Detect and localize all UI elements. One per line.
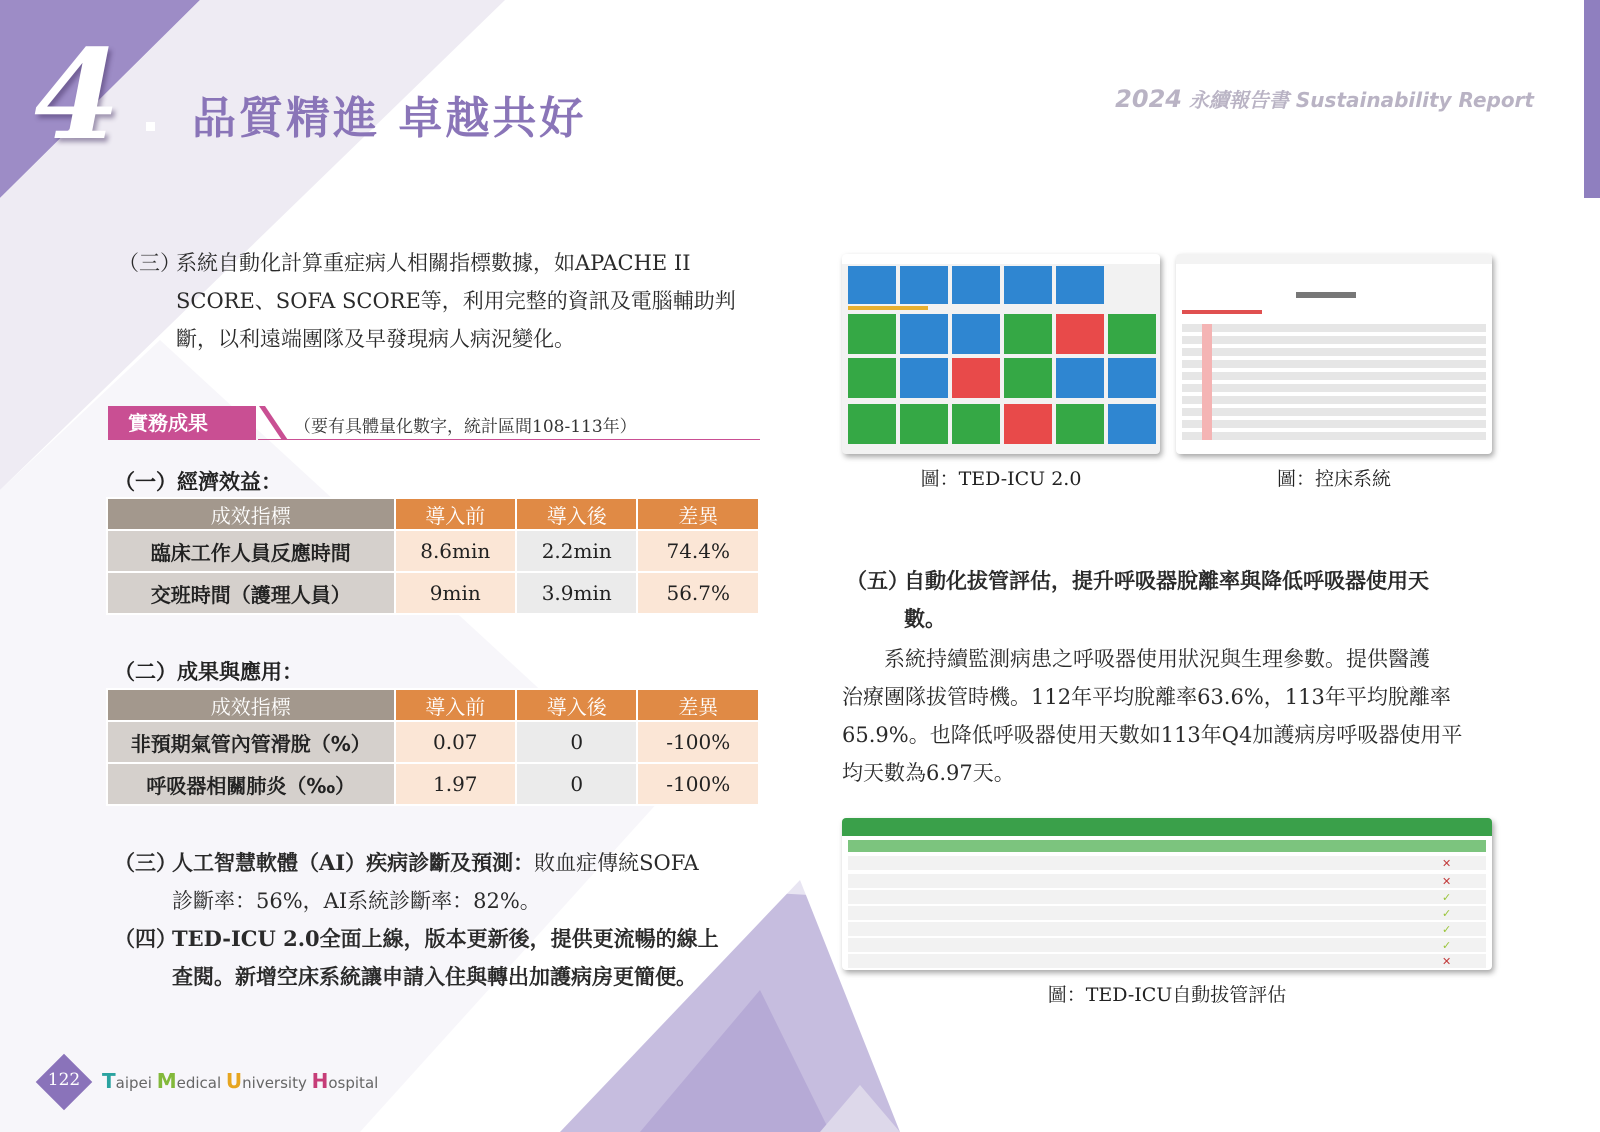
svg-text:✓: ✓ [1442, 907, 1452, 920]
paragraph-line: 診斷率：56%，AI系統診斷率：82%。 [172, 889, 541, 913]
header-cell: 導入前 [395, 689, 516, 721]
indicator-cell: 非預期氣管內管滑脫（%） [107, 721, 395, 763]
svg-text:✓: ✓ [1442, 939, 1452, 952]
paragraph-line: TED-ICU 2.0全面上線，版本更新後，提供更流暢的線上 [172, 926, 719, 951]
chapter-number: 4 [34, 23, 121, 168]
indicator-cell: 呼吸器相關肺炎（‰） [107, 763, 395, 805]
diff-cell: 56.7% [637, 572, 759, 614]
body-line: 治療團隊拔管時機。112年平均脫離率63.6%，113年平均脫離率 [842, 685, 1451, 709]
results-banner [108, 406, 760, 442]
indicator-cell: 臨床工作人員反應時間 [107, 530, 395, 572]
paragraph-line: 查閱。新增空床系統讓申請入住與轉出加護病房更簡便。 [172, 964, 697, 989]
table-row [107, 572, 759, 614]
table-row [107, 530, 759, 572]
auto-extubation-title [846, 562, 1506, 638]
title-line: 數。 [904, 606, 946, 631]
diff-cell: -100% [637, 763, 759, 805]
after-cell: 0 [516, 763, 637, 805]
paragraph-line: 斷，以利遠端團隊及早發現病人病況變化。 [176, 327, 575, 351]
svg-text:✕: ✕ [1442, 857, 1452, 870]
hospital-word: niversity [242, 1074, 312, 1092]
paragraph-line: SCORE、SOFA SCORE等，利用完整的資訊及電腦輔助判 [176, 289, 736, 313]
before-cell: 9min [395, 572, 516, 614]
paragraph-bold: 人工智慧軟體（AI）疾病診斷及預測： [172, 850, 535, 875]
hospital-word: edical [176, 1074, 226, 1092]
banner-note: （要有具體量化數字，統計區間108-113年） [294, 417, 637, 437]
bed-control-screenshot [1176, 254, 1492, 454]
ai-diagnosis-paragraph [114, 844, 774, 920]
system-automation-paragraph [118, 244, 768, 358]
ted-icu-dashboard-screenshot [842, 254, 1160, 454]
svg-text:✕: ✕ [1442, 875, 1452, 888]
banner-slash [259, 406, 288, 440]
svg-text:✓: ✓ [1442, 923, 1452, 936]
auto-extubation-body [842, 640, 1502, 792]
item-number: （三） [114, 850, 177, 875]
indicator-cell: 交班時間（護理人員） [107, 572, 395, 614]
item-number: （四） [114, 926, 177, 951]
hospital-word: aipei [115, 1074, 157, 1092]
paragraph-line: 系統自動化計算重症病人相關指標數據，如APACHE II [176, 251, 691, 275]
banner-tag: 實務成果 [108, 406, 256, 440]
item-number: （三） [118, 251, 181, 275]
results-table [106, 688, 760, 806]
bed-control-thumbnail [1176, 254, 1492, 454]
before-cell: 1.97 [395, 763, 516, 805]
hospital-logo-text [102, 1069, 378, 1093]
chapter-dot [146, 122, 155, 131]
svg-text:✓: ✓ [1442, 891, 1452, 904]
body-line: 65.9%。也降低呼吸器使用天數如113年Q4加護病房呼吸器使用平 [842, 723, 1463, 747]
header-cell: 導入前 [395, 498, 516, 530]
body-line: 系統持續監測病患之呼吸器使用狀況與生理參數。提供醫護 [884, 647, 1430, 671]
auto-extubation-screenshot [842, 818, 1492, 970]
diff-cell: 74.4% [637, 530, 759, 572]
report-title-text: 永續報告書 Sustainability Report [1188, 88, 1534, 112]
report-title [1115, 84, 1534, 113]
svg-text:✕: ✕ [1442, 955, 1452, 968]
paragraph-text: 敗血症傳統SOFA [534, 851, 699, 875]
hospital-word: ospital [328, 1074, 379, 1092]
section-results-title: （二）成果與應用： [114, 659, 303, 684]
before-cell: 0.07 [395, 721, 516, 763]
diff-cell: -100% [637, 721, 759, 763]
figure-caption-auto-extubation: 圖：TED-ICU自動拔管評估 [1047, 984, 1287, 1006]
header-cell: 導入後 [516, 689, 637, 721]
section-economic-title: （一）經濟效益： [114, 469, 282, 494]
item-number: （五） [846, 568, 909, 593]
hospital-letter: M [156, 1069, 177, 1093]
header-cell: 差異 [637, 689, 759, 721]
figure-caption-bed-control: 圖：控床系統 [1276, 468, 1391, 490]
before-cell: 8.6min [395, 530, 516, 572]
page-number: 122 [47, 1070, 81, 1090]
figure-caption-ted-icu: 圖：TED-ICU 2.0 [920, 468, 1082, 490]
header-cell: 導入後 [516, 498, 637, 530]
hospital-letter: T [102, 1069, 116, 1093]
table-header-row [107, 689, 759, 721]
after-cell: 2.2min [516, 530, 637, 572]
report-year: 2024 [1115, 85, 1182, 113]
hospital-letter: H [311, 1069, 329, 1093]
after-cell: 0 [516, 721, 637, 763]
table-header-row [107, 498, 759, 530]
hospital-letter: U [225, 1069, 243, 1093]
banner-line [258, 439, 760, 440]
header-cell: 差異 [637, 498, 759, 530]
dashboard-thumbnail [842, 254, 1160, 454]
side-accent-bar [1584, 0, 1600, 198]
table-row [107, 721, 759, 763]
economic-benefit-table [106, 497, 760, 615]
header-cell: 成效指標 [107, 689, 395, 721]
extubation-thumbnail [842, 818, 1492, 970]
header-cell: 成效指標 [107, 498, 395, 530]
chapter-title: 品質精進 卓越共好 [192, 93, 587, 144]
table-row [107, 763, 759, 805]
ted-icu-launch-paragraph [114, 920, 774, 996]
after-cell: 3.9min [516, 572, 637, 614]
title-line: 自動化拔管評估，提升呼吸器脫離率與降低呼吸器使用天 [904, 568, 1429, 593]
body-line: 均天數為6.97天。 [842, 761, 1015, 785]
